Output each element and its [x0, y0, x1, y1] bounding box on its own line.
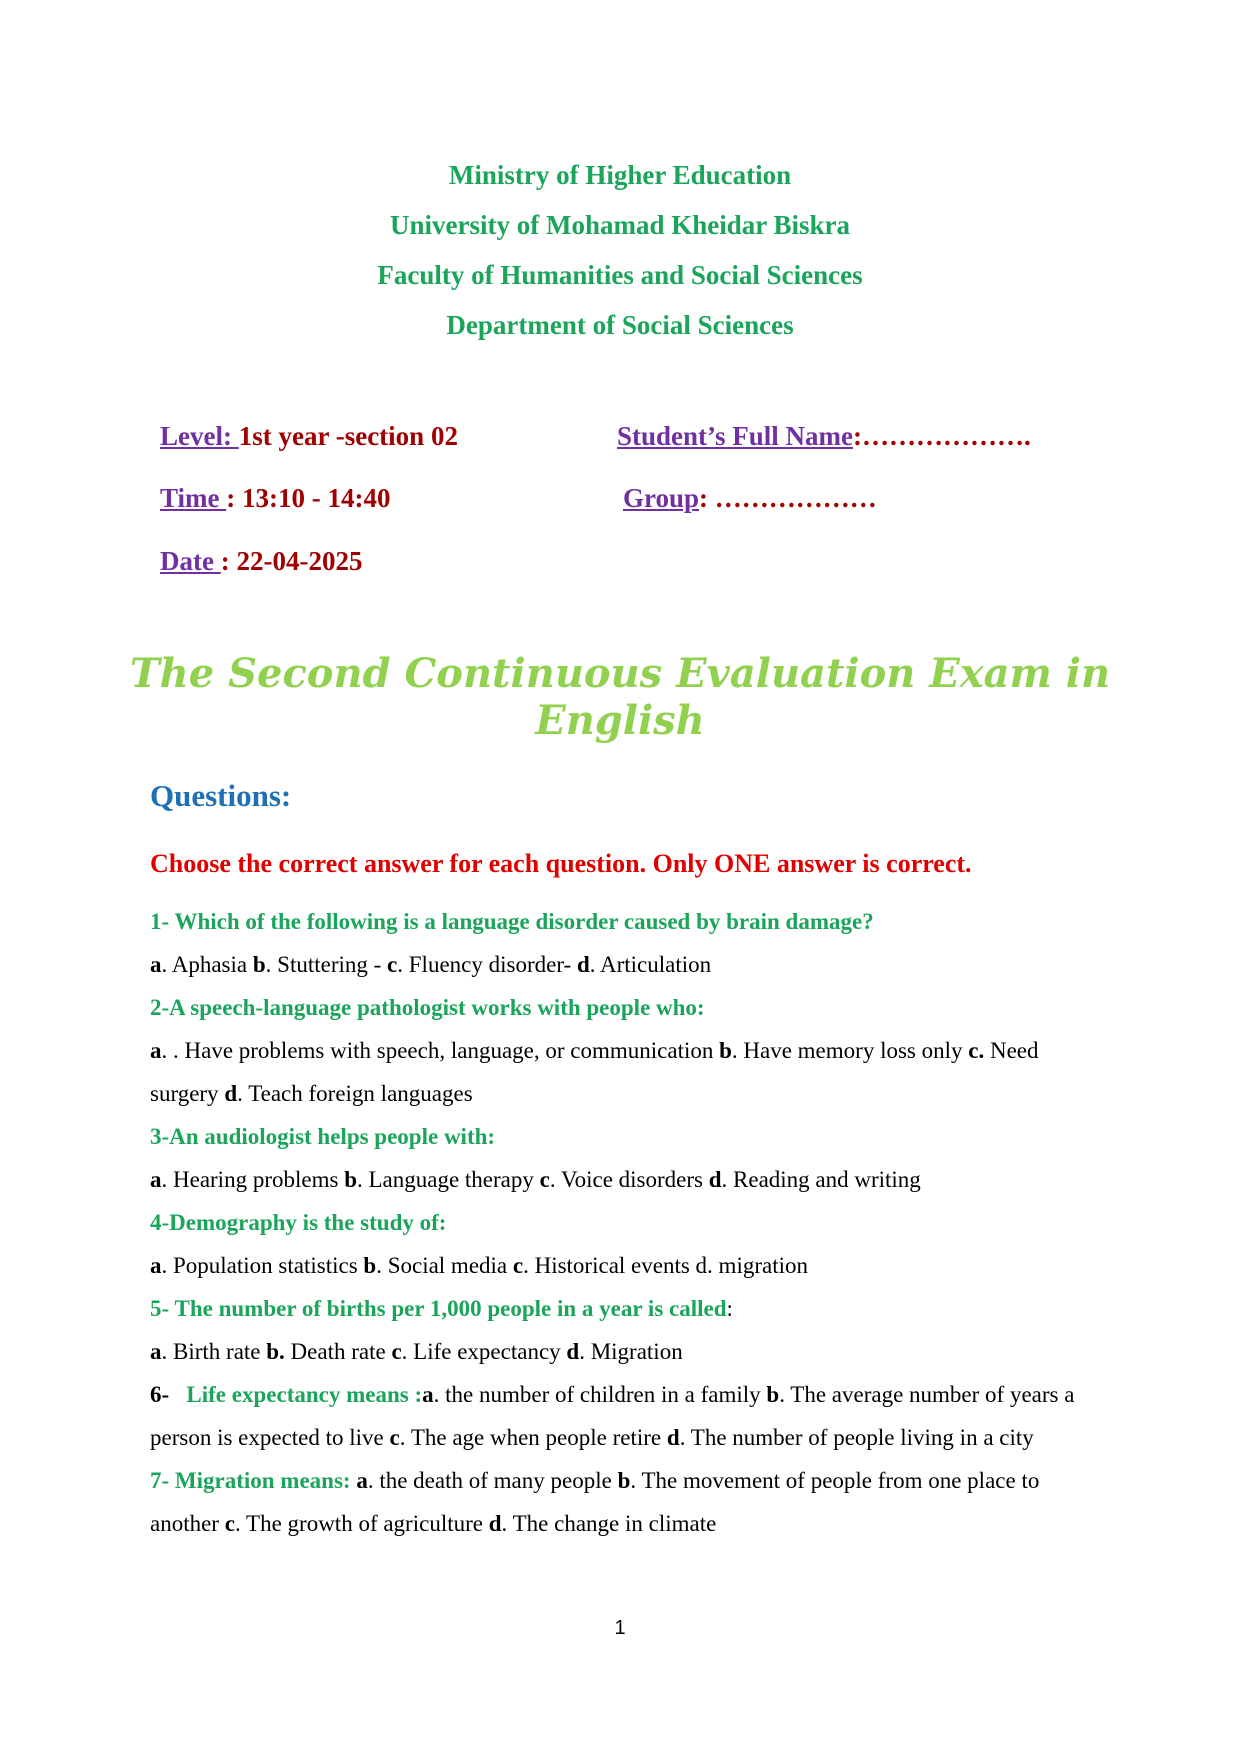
option-letter: c [224, 1511, 235, 1536]
option-text: . The age when people retire [399, 1425, 667, 1450]
ministry-line: Ministry of Higher Education [448, 160, 792, 190]
instruction-text: Choose the correct answer for each question. Only ONE answer is correct. [150, 849, 972, 878]
option-text: . Language therapy [356, 1167, 540, 1192]
question-5-title-text: 5- The number of births per 1,000 people in a year is called [150, 1296, 727, 1321]
option-text: . The movement of people from one place to another [150, 1468, 1040, 1536]
question-1-options [150, 943, 1100, 986]
option-letter: d [576, 952, 590, 977]
option-letter: a [150, 1038, 162, 1063]
question-2-options [150, 1029, 1100, 1115]
option-text: . The average number of years a person is expected to live [150, 1382, 1075, 1450]
option-text: . Social media [376, 1253, 513, 1278]
question-6-title: Life expectancy means : [174, 1382, 423, 1407]
option-text: . Aphasia [161, 952, 253, 977]
date-info [160, 545, 362, 577]
option-letter: b [344, 1167, 357, 1192]
question-list [150, 900, 1100, 1545]
student-name-label: Student’s Full Name [617, 421, 854, 451]
option-letter: b [617, 1468, 631, 1493]
option-text: . the death of many people [367, 1468, 618, 1493]
exam-title-line-1: The Second Continuous Evaluation Exam in [129, 650, 1111, 697]
option-text: Death rate [284, 1339, 392, 1364]
option-letter: d [708, 1167, 722, 1192]
question-2-title: 2-A speech-language pathologist works with people who: [150, 995, 705, 1020]
question-7-title: 7- Migration means: [150, 1468, 357, 1493]
exam-title [0, 650, 1240, 744]
student-name-info [617, 420, 1031, 452]
date-label: Date [160, 546, 221, 576]
option-text: . Voice disorders [549, 1167, 709, 1192]
option-letter: b [363, 1253, 377, 1278]
option-text: . The number of people living in a city [679, 1425, 1034, 1450]
time-label: Time [160, 483, 227, 513]
level-label: Level: [160, 421, 239, 451]
group-field: : ……………… [699, 483, 877, 513]
option-letter: a [150, 1253, 162, 1278]
question-5-colon: : [726, 1296, 733, 1321]
option-letter: a [150, 1339, 162, 1364]
option-letter: c [391, 1339, 402, 1364]
question-4-title: 4-Demography is the study of: [150, 1210, 447, 1235]
option-letter: c [512, 1253, 524, 1278]
question-3-options [150, 1158, 1100, 1201]
option-letter: a [356, 1468, 368, 1493]
page-number: 1 [614, 1617, 626, 1639]
level-info [160, 420, 458, 452]
option-letter: d [566, 1339, 580, 1364]
time-info [160, 482, 390, 514]
faculty-line: Faculty of Humanities and Social Sciences [377, 260, 863, 290]
group-label: Group [623, 483, 700, 513]
student-name-field: :………………. [853, 421, 1031, 451]
option-text: . Reading and writing [721, 1167, 921, 1192]
question-6 [150, 1373, 1100, 1459]
option-letter: b [719, 1038, 732, 1063]
option-letter: c [389, 1425, 400, 1450]
option-text: Need surgery [150, 1038, 1039, 1106]
question-1-title: 1- Which of the following is a language disorder caused by brain damage? [150, 909, 874, 934]
question-4-options [150, 1244, 1100, 1287]
question-5-options [150, 1330, 1100, 1373]
exam-title-line-2: English [535, 697, 705, 744]
time-value: : 13:10 - 14:40 [226, 483, 391, 513]
option-text: . The growth of agriculture [234, 1511, 489, 1536]
option-text: . Migration [579, 1339, 683, 1364]
option-letter: c [539, 1167, 550, 1192]
option-letter: d [224, 1081, 238, 1106]
option-letter: c. [968, 1038, 985, 1063]
questions-heading: Questions: [150, 778, 292, 813]
option-letter: a [150, 1167, 162, 1192]
option-letter: b [252, 952, 266, 977]
option-letter: d [666, 1425, 680, 1450]
option-letter: d [488, 1511, 502, 1536]
option-text: . Articulation [589, 952, 712, 977]
date-value: : 22-04-2025 [220, 546, 363, 576]
question-5-title [150, 1287, 1100, 1330]
option-text: . Fluency disorder- [397, 952, 577, 977]
department-line: Department of Social Sciences [446, 310, 794, 340]
question-7 [150, 1459, 1100, 1545]
level-value: 1st year -section 02 [238, 421, 458, 451]
exam-info [160, 420, 1160, 610]
option-letter: c [387, 952, 398, 977]
option-letter: b. [266, 1339, 285, 1364]
option-text: . . Have problems with speech, language, or communication [161, 1038, 720, 1063]
institution-header [0, 150, 1240, 350]
option-text: . Teach foreign languages [237, 1081, 473, 1106]
option-text: . Population statistics [161, 1253, 364, 1278]
option-text: . Life expectancy [401, 1339, 567, 1364]
option-letter: a [150, 952, 162, 977]
option-text: . Have memory loss only [731, 1038, 969, 1063]
option-text: . The change in climate [501, 1511, 717, 1536]
option-text: . the number of children in a family [433, 1382, 767, 1407]
option-text: . Historical events d. migration [523, 1253, 808, 1278]
option-text: . Hearing problems [161, 1167, 345, 1192]
option-letter: b [766, 1382, 780, 1407]
option-text: . Birth rate [161, 1339, 267, 1364]
option-letter: a [422, 1382, 434, 1407]
group-info [623, 482, 877, 514]
question-3-title: 3-An audiologist helps people with: [150, 1124, 496, 1149]
question-6-number: 6- [150, 1382, 175, 1407]
option-text: . Stuttering - [265, 952, 388, 977]
university-line: University of Mohamad Kheidar Biskra [389, 210, 850, 240]
